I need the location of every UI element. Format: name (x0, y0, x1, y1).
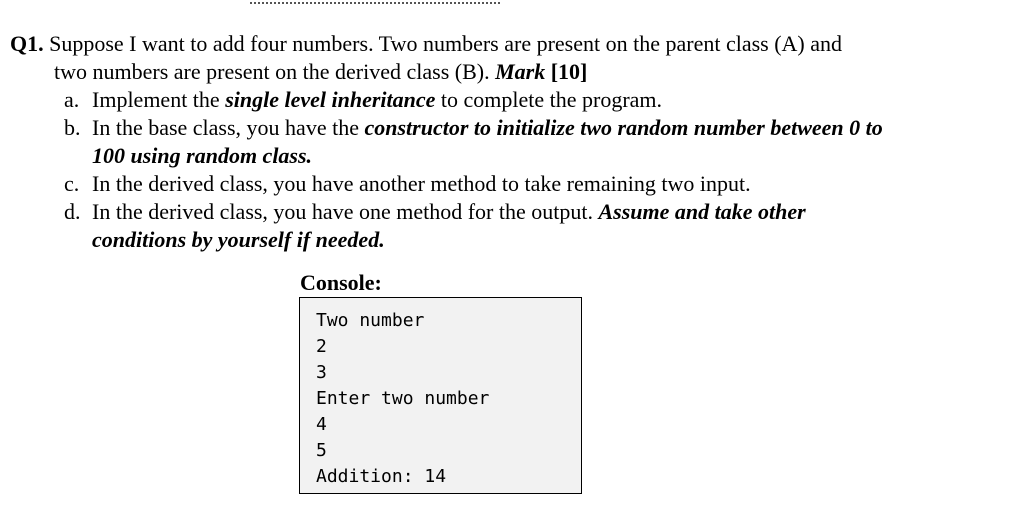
item-text-line (92, 114, 1010, 142)
list-item (10, 170, 1010, 198)
item-text: In the derived class, you have another method to take remaining two input. (92, 171, 751, 196)
question-intro-line-2 (10, 58, 1010, 86)
item-letter: b. (64, 115, 81, 140)
console-line: Addition: 14 (316, 466, 447, 487)
mark-label: Mark (495, 59, 546, 84)
item-text-line (92, 170, 1010, 198)
previous-page-cut-line (250, 0, 500, 4)
console-line: Enter two number (316, 388, 490, 409)
item-text: In the derived class, you have one method for the output. (92, 199, 599, 224)
item-emphasis: constructor to initialize two random number between 0 to (364, 115, 883, 140)
item-continuation-line (92, 142, 1010, 170)
list-item (10, 114, 1010, 170)
console-output-box (299, 297, 582, 494)
console-line: 4 (316, 414, 327, 435)
item-emphasis: 100 using random class. (92, 143, 313, 168)
item-letter: c. (64, 171, 80, 196)
question-items-list (10, 86, 1010, 254)
item-letter: d. (64, 199, 81, 224)
item-text-line (92, 198, 1010, 226)
question-intro-text-2: two numbers are present on the derived class (B). (54, 59, 496, 84)
question-intro-text-1: Suppose I want to add four numbers. Two numbers are present on the parent class (A) and (43, 31, 843, 56)
item-emphasis: conditions by yourself if needed. (92, 227, 385, 252)
item-text: In the base class, you have the (92, 115, 365, 140)
question-number: Q1. (10, 31, 44, 56)
console-line: 3 (316, 362, 327, 383)
item-text: Implement the (92, 87, 226, 112)
question-block (10, 30, 1010, 254)
console-line: 2 (316, 336, 327, 357)
item-text: to complete the program. (435, 87, 663, 112)
item-text-line (92, 86, 1010, 114)
list-item (10, 198, 1010, 254)
question-intro-line-1 (10, 30, 1010, 58)
console-line: Two number (316, 310, 425, 331)
item-emphasis: Assume and take other (598, 199, 806, 224)
list-item (10, 86, 1010, 114)
console-label: Console: (300, 270, 382, 295)
mark-value: [10] (545, 59, 588, 84)
item-continuation-line (92, 226, 1010, 254)
item-letter: a. (64, 87, 80, 112)
item-emphasis: single level inheritance (225, 87, 436, 112)
console-line: 5 (316, 440, 327, 461)
